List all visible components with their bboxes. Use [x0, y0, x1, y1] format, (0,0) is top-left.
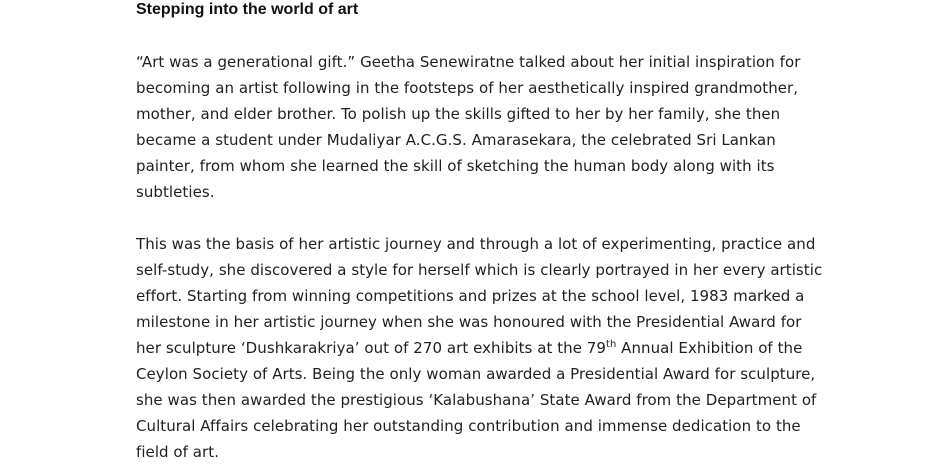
paragraph-line: she was then awarded the prestigious ‘Kalabushana’ State Award from the Department of: [136, 391, 817, 409]
paragraph-line: This was the basis of her artistic journey and through a lot of experimenting, practice and: [136, 235, 816, 253]
paragraph-line: field of art.: [136, 443, 220, 461]
paragraph-line: Ceylon Society of Arts. Being the only woman awarded a Presidential Award for sculpture,: [136, 365, 816, 383]
paragraph-line: effort. Starting from winning competitions and prizes at the school level, 1983 marked a: [136, 287, 805, 305]
paragraph-line-with-superscript: [136, 335, 836, 361]
section-heading: Stepping into the world of art: [136, 1, 359, 18]
ordinal-superscript: th: [606, 339, 617, 350]
paragraph-journey: [136, 231, 836, 465]
line-text: Annual Exhibition of the: [616, 339, 803, 357]
paragraph-line: became a student under Mudaliyar A.C.G.S. Amarasekara, the celebrated Sri Lankan: [136, 131, 776, 149]
paragraph-line: milestone in her artistic journey when she was honoured with the Presidential Award for: [136, 313, 802, 331]
paragraph-line: becoming an artist following in the footsteps of her aesthetically inspired grandmother,: [136, 79, 799, 97]
paragraph-line: self-study, she discovered a style for herself which is clearly portrayed in her every artistic: [136, 261, 823, 279]
paragraph-line: Cultural Affairs celebrating her outstanding contribution and immense dedication to the: [136, 417, 801, 435]
paragraph-line: painter, from whom she learned the skill of sketching the human body along with its: [136, 157, 775, 175]
article-body: [136, 0, 836, 465]
paragraph-line: subtleties.: [136, 183, 215, 201]
line-text: her sculpture ‘Dushkarakriya’ out of 270 art exhibits at the 79: [136, 339, 606, 357]
paragraph-line: “Art was a generational gift.” Geetha Senewiratne talked about her initial inspiration for: [136, 53, 801, 71]
paragraph-inspiration: [136, 49, 836, 205]
paragraph-line: mother, and elder brother. To polish up the skills gifted to her by her family, she then: [136, 105, 781, 123]
